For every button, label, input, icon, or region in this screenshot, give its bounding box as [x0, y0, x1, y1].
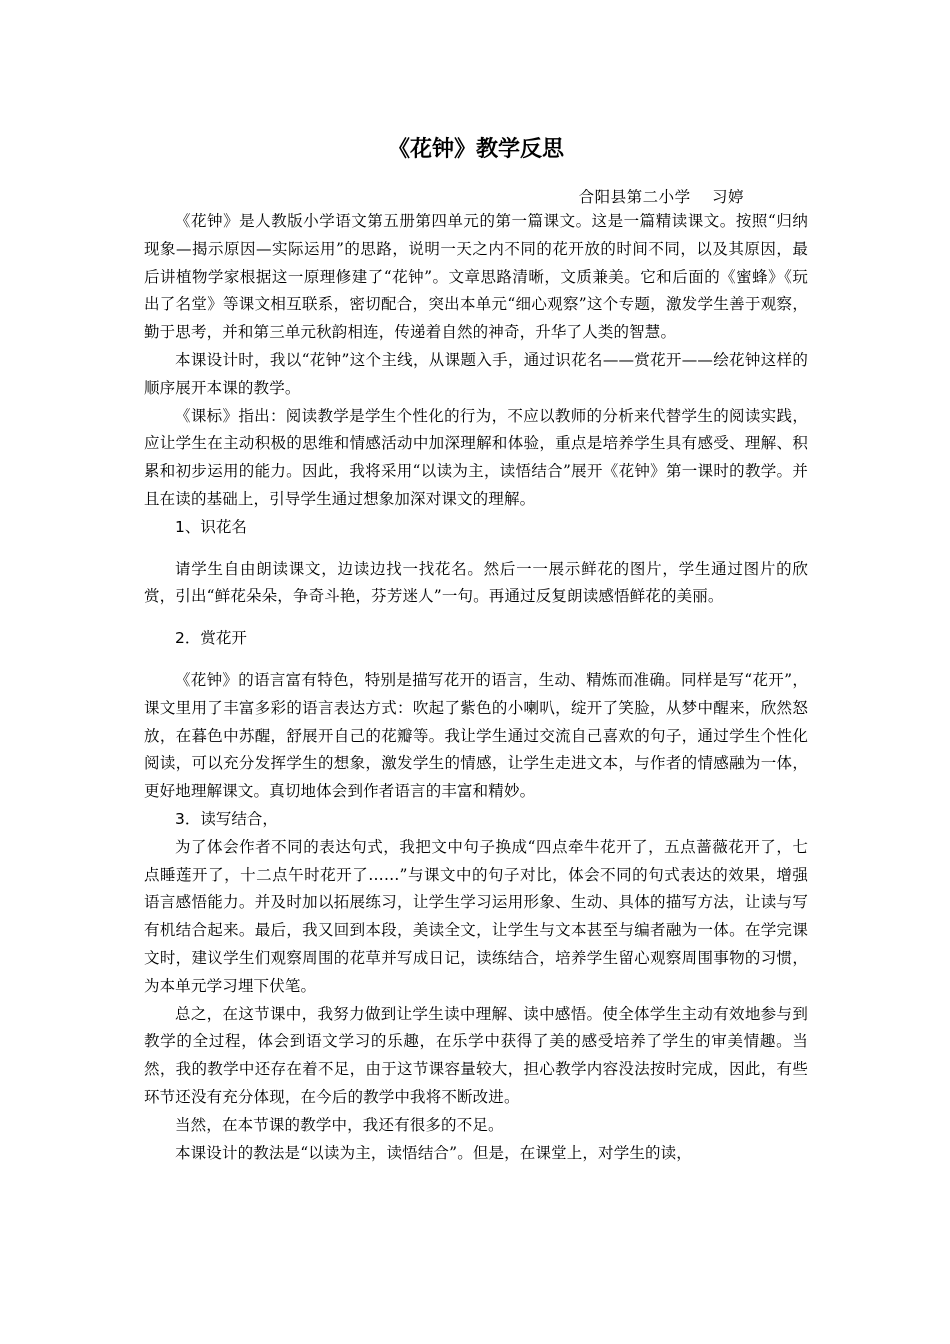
section-heading-1: 1、识花名	[175, 517, 247, 536]
document-page	[144, 0, 808, 1344]
paragraph-section-3: 为了体会作者不同的表达句式，我把文中句子换成“四点牵牛花开了，五点蔷薇花开了，七点睡莲开了，十二点午时花开了……”与课文中的句子对比，体会不同的句式表达的效果，增强语言感悟能力。并及时加以拓展练习，让学生学习运用形象、生动、具体的描写方法，让读与写有机结合起来。最后，我又回到本段，美读全文，让学生与文本甚至与编者融为一体。在学完课文时，建议学生们观察周围的花草并写成日记，读练结合，培养学生留心观察周围事物的习惯，为本单元学习埋下伏笔。	[144, 837, 808, 995]
paragraph-design: 本课设计时，我以“花钟”这个主线，从课题入手，通过识花名——赏花开——绘花钟这样的顺序展开本课的教学。	[144, 350, 808, 397]
paragraph-summary: 总之，在这节课中，我努力做到让学生读中理解、读中感悟。使全体学生主动有效地参与到教学的全过程，体会到语文学习的乐趣，在乐学中获得了美的感受培养了学生的审美情趣。当然，我的教学中还存在着不足，由于这节课容量较大，担心教学内容没法按时完成，因此，有些环节还没有充分体现，在今后的教学中我将不断改进。	[144, 1004, 808, 1106]
document-body	[144, 208, 808, 1167]
spacer	[144, 653, 808, 667]
spacer	[144, 542, 808, 556]
document-title: 《花钟》教学反思	[387, 137, 564, 162]
paragraph-intro: 《花钟》是人教版小学语文第五册第四单元的第一篇课文。这是一篇精读课文。按照“归纳现象—揭示原因—实际运用”的思路，说明一天之内不同的花开放的时间不同，以及其原因，最后讲植物学家根据这一原理修建了“花钟”。文章思路清晰，文质兼美。它和后面的《蜜蜂》《玩出了名堂》等课文相互联系，密切配合，突出本单元“细心观察”这个专题，激发学生善于观察，勤于思考，并和第三单元秋韵相连，传递着自然的神奇，升华了人类的智慧。	[144, 212, 808, 342]
section-heading-3: 3．读写结合，	[175, 809, 278, 828]
author-line: 合阳县第二小学 习婷	[578, 188, 744, 206]
section-heading-2: 2．赏花开	[175, 629, 247, 648]
paragraph-section-2: 《花钟》的语言富有特色，特别是描写花开的语言，生动、精炼而准确。同样是写“花开”，课文里用了丰富多彩的语言表达方式：吹起了紫色的小喇叭，绽开了笑脸，从梦中醒来，欣然怒放，在暮色中苏醒，舒展开自己的花瓣等。我让学生通过交流自己喜欢的句子，通过学生个性化阅读，可以充分发挥学生的想象，激发学生的情感，让学生走进文本，与作者的情感融为一体，更好地理解课文。真切地体会到作者语言的丰富和精妙。	[144, 670, 808, 801]
paragraph-shortcomings: 当然，在本节课的教学中，我还有很多的不足。	[175, 1115, 504, 1134]
spacer	[144, 611, 808, 625]
paragraph-section-1: 请学生自由朗读课文，边读边找一找花名。然后一一展示鲜花的图片，学生通过图片的欣赏，引出“鲜花朵朵，争奇斗艳，芬芳迷人”一句。再通过反复朗读感悟鲜花的美丽。	[144, 559, 808, 606]
paragraph-standards: 《课标》指出：阅读教学是学生个性化的行为，不应以教师的分析来代替学生的阅读实践，应让学生在主动积极的思维和情感活动中加深理解和体验，重点是培养学生具有感受、理解、积累和初步运用的能力。因此，我将采用“以读为主，读悟结合”展开《花钟》第一课时的教学。并且在读的基础上，引导学生通过想象加深对课文的理解。	[144, 406, 808, 508]
paragraph-method: 本课设计的教法是“以读为主，读悟结合”。但是，在课堂上，对学生的读，	[175, 1143, 692, 1162]
